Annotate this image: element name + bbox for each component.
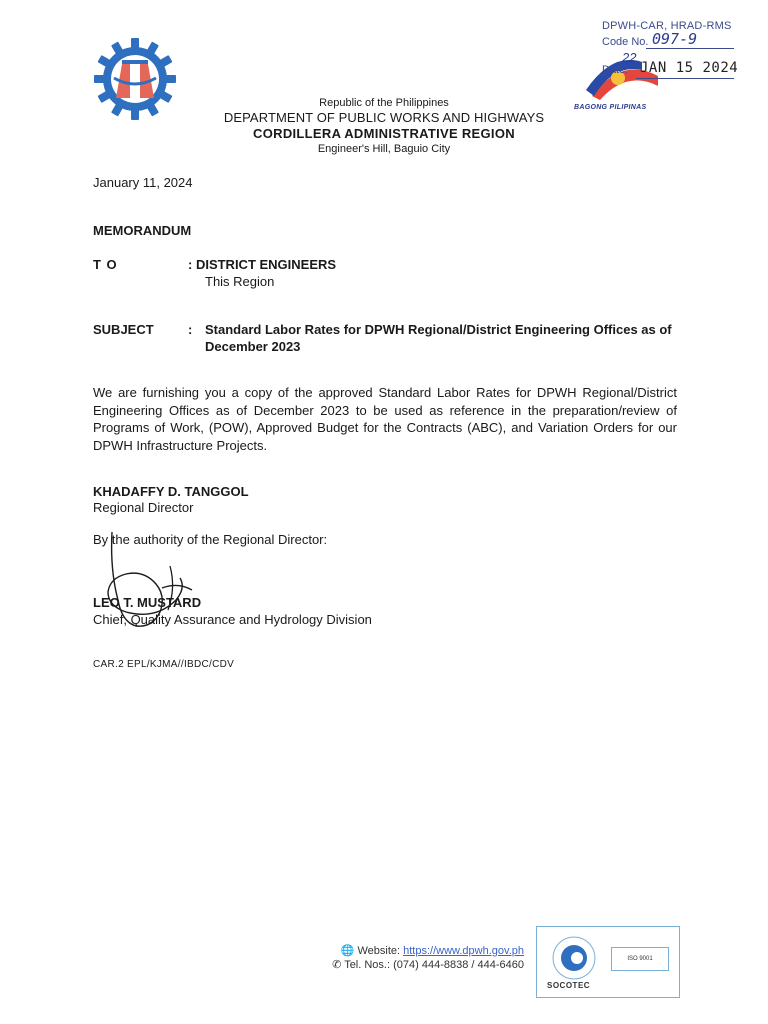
- received-stamp: [574, 20, 742, 120]
- to-label: T O: [93, 257, 118, 272]
- to-sub: This Region: [205, 274, 275, 289]
- signer2-name: LEO T. MUSTARD: [93, 595, 202, 610]
- to-value: : DISTRICT ENGINEERS: [188, 257, 337, 272]
- stamp-date-label: Date:: [602, 64, 629, 76]
- department-line: DEPARTMENT OF PUBLIC WORKS AND HIGHWAYS: [223, 110, 545, 125]
- republic-line: Republic of the Philippines: [319, 97, 449, 109]
- stamp-code-label: Code No.: [602, 36, 649, 48]
- memo-date: January 11, 2024: [93, 175, 193, 190]
- stamp-date-value: JAN 15 2024: [640, 60, 739, 76]
- handwritten-signature: [96, 530, 200, 630]
- iso-label: ISO 9001: [611, 947, 669, 971]
- stamp-date-line: [636, 78, 734, 79]
- website-row: [290, 944, 524, 958]
- iso-certification-badge: [536, 926, 680, 998]
- phone-icon: ✆: [332, 959, 342, 971]
- memo-type: MEMORANDUM: [93, 223, 192, 238]
- authority-line: By the authority of the Regional Director:: [93, 532, 328, 547]
- subject-value: Standard Labor Rates for DPWH Regional/District Engineering Offices as of December 2023: [205, 322, 672, 354]
- signer-title: Regional Director: [93, 500, 194, 515]
- letterhead: [150, 96, 618, 156]
- footer-contact: [290, 944, 524, 972]
- reference-code: CAR.2 EPL/KJMA//IBDC/CDV: [93, 659, 235, 670]
- tel-value: (074) 444-8838 / 444-6460: [393, 959, 524, 971]
- signer2-title: Chief, Quality Assurance and Hydrology Division: [93, 612, 372, 627]
- memo-body: We are furnishing you a copy of the approved Standard Labor Rates for DPWH Regional/District Engineering Offices as of December 2023 to be used as reference in the preparation/review of Programs of Work, (POW), Approved Budget for the Contracts (ABC), and Variation Orders for our DPWH Infrastructure Projects.: [93, 385, 677, 453]
- bagong-pilipinas-text: BAGONG PILIPINAS: [574, 104, 647, 111]
- website-label: Website:: [357, 945, 401, 957]
- globe-icon: 🌐: [340, 945, 355, 957]
- region-line: CORDILLERA ADMINISTRATIVE REGION: [253, 126, 515, 141]
- subject-colon: :: [188, 322, 193, 337]
- signer-name: KHADAFFY D. TANGGOL: [93, 484, 249, 499]
- socotec-logo: [551, 935, 597, 981]
- stamp-code-value: 097-9: [652, 30, 698, 48]
- stamp-number: 22: [622, 50, 637, 65]
- address-line: Engineer's Hill, Baguio City: [317, 143, 451, 155]
- stamp-code-line: [646, 48, 734, 49]
- tel-row: [290, 958, 524, 972]
- tel-label: Tel. Nos.:: [344, 959, 391, 971]
- website-link[interactable]: https://www.dpwh.gov.ph: [403, 945, 524, 957]
- cert-name: SOCOTEC: [547, 981, 591, 990]
- subject-label: SUBJECT: [93, 322, 154, 337]
- stamp-office: DPWH-CAR, HRAD-RMS: [602, 20, 732, 32]
